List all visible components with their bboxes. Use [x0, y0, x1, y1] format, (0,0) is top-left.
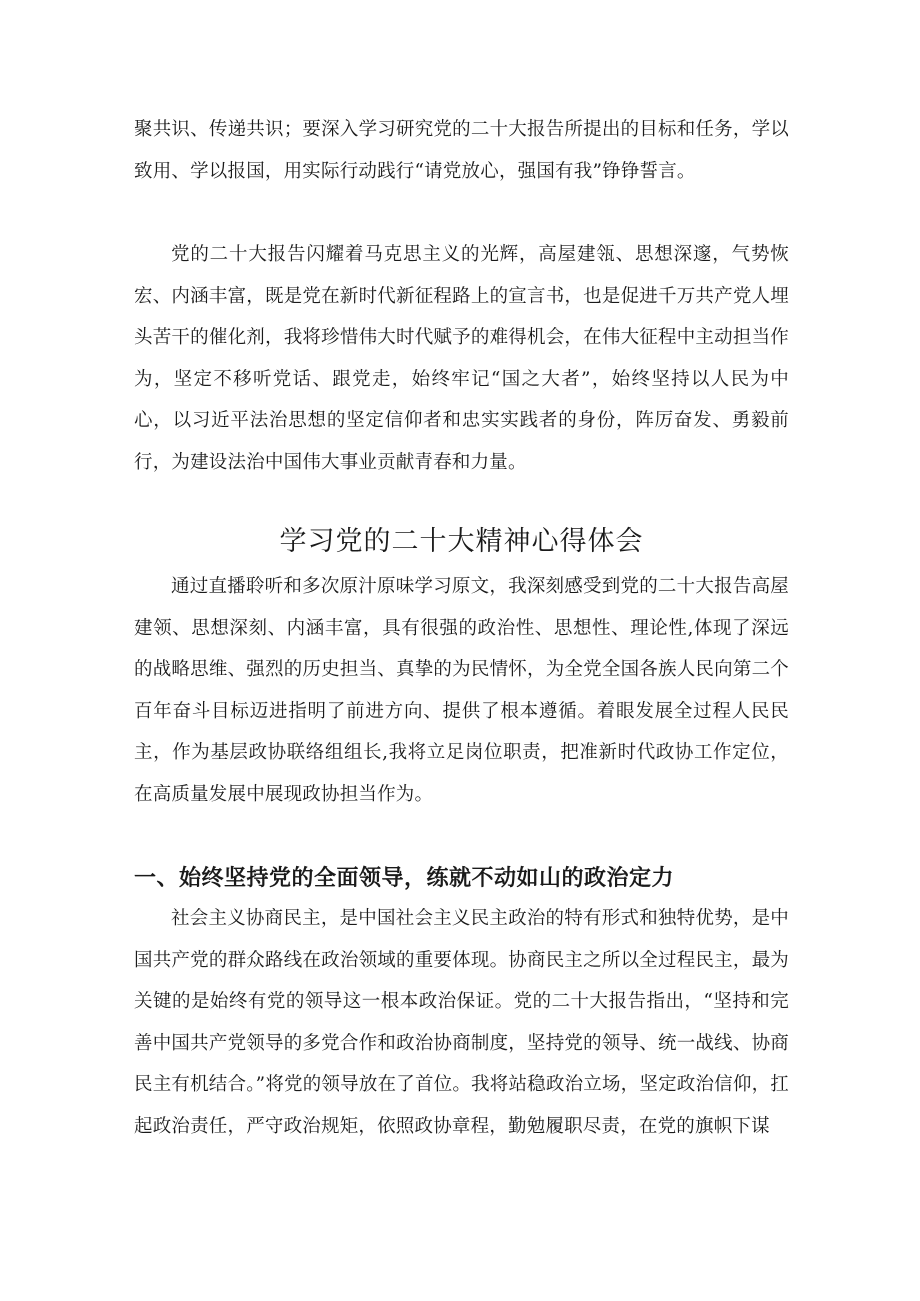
- intro-paragraph: [134, 566, 789, 815]
- continuation-paragraph: [134, 109, 789, 192]
- paragraph-text: 社会主义协商民主，是中国社会主义民主政治的特有形式和独特优势，是中国共产党的群众路线在政治领域的重要体现。协商民主之所以全过程民主，最为关键的是始终有党的领导这一根本政治保证。党的二十大报告指出，“坚持和完善中国共产党领导的多党合作和政治协商制度，坚持党的领导、统一战线、协商民主有机结合。”将党的领导放在了首位。我将站稳政治立场，坚定政治信仰，扛起政治责任，严守政治规矩，依照政协章程，勤勉履职尽责，在党的旗帜下谋: [134, 908, 789, 1137]
- paragraph-text: 聚共识、传递共识；要深入学习研究党的二十大报告所提出的目标和任务，学以致用、学以报国，用实际行动践行“请党放心，强国有我”铮铮誓言。: [134, 119, 789, 182]
- section-title: 学习党的二十大精神心得体会: [279, 526, 644, 558]
- paragraph-text: 通过直播聆听和多次原汁原味学习原文，我深刻感受到党的二十大报告高屋建领、思想深刻、内涵丰富，具有很强的政治性、思想性、理论性,体现了深远的战略思维、强烈的历史担当、真挚的为民情怀，为全党全国各族人民向第二个百年奋斗目标迈进指明了前进方向、提供了根本遵循。着眼发展全过程人民民主，作为基层政协联络组组长,我将立足岗位职责，把准新时代政协工作定位，在高质量发展中展现政协担当作为。: [134, 576, 789, 805]
- paragraph-text: 党的二十大报告闪耀着马克思主义的光辉，高屋建瓴、思想深邃，气势恢宏、内涵丰富，既是党在新时代新征程路上的宣言书，也是促进千万共产党人埋头苦干的催化剂，我将珍惜伟大时代赋予的难得机会，在伟大征程中主动担当作为，坚定不移听党话、跟党走，始终牢记“国之大者”，始终坚持以人民为中心，以习近平法治思想的坚定信仰者和忠实实践者的身份，阵厉奋发、勇毅前行，为建设法治中国伟大事业贡献青春和力量。: [134, 244, 789, 473]
- body-paragraph: [134, 234, 789, 483]
- subsection-heading: 一、始终坚持党的全面领导，练就不动如山的政治定力: [134, 865, 675, 892]
- body-paragraph: [134, 898, 789, 1147]
